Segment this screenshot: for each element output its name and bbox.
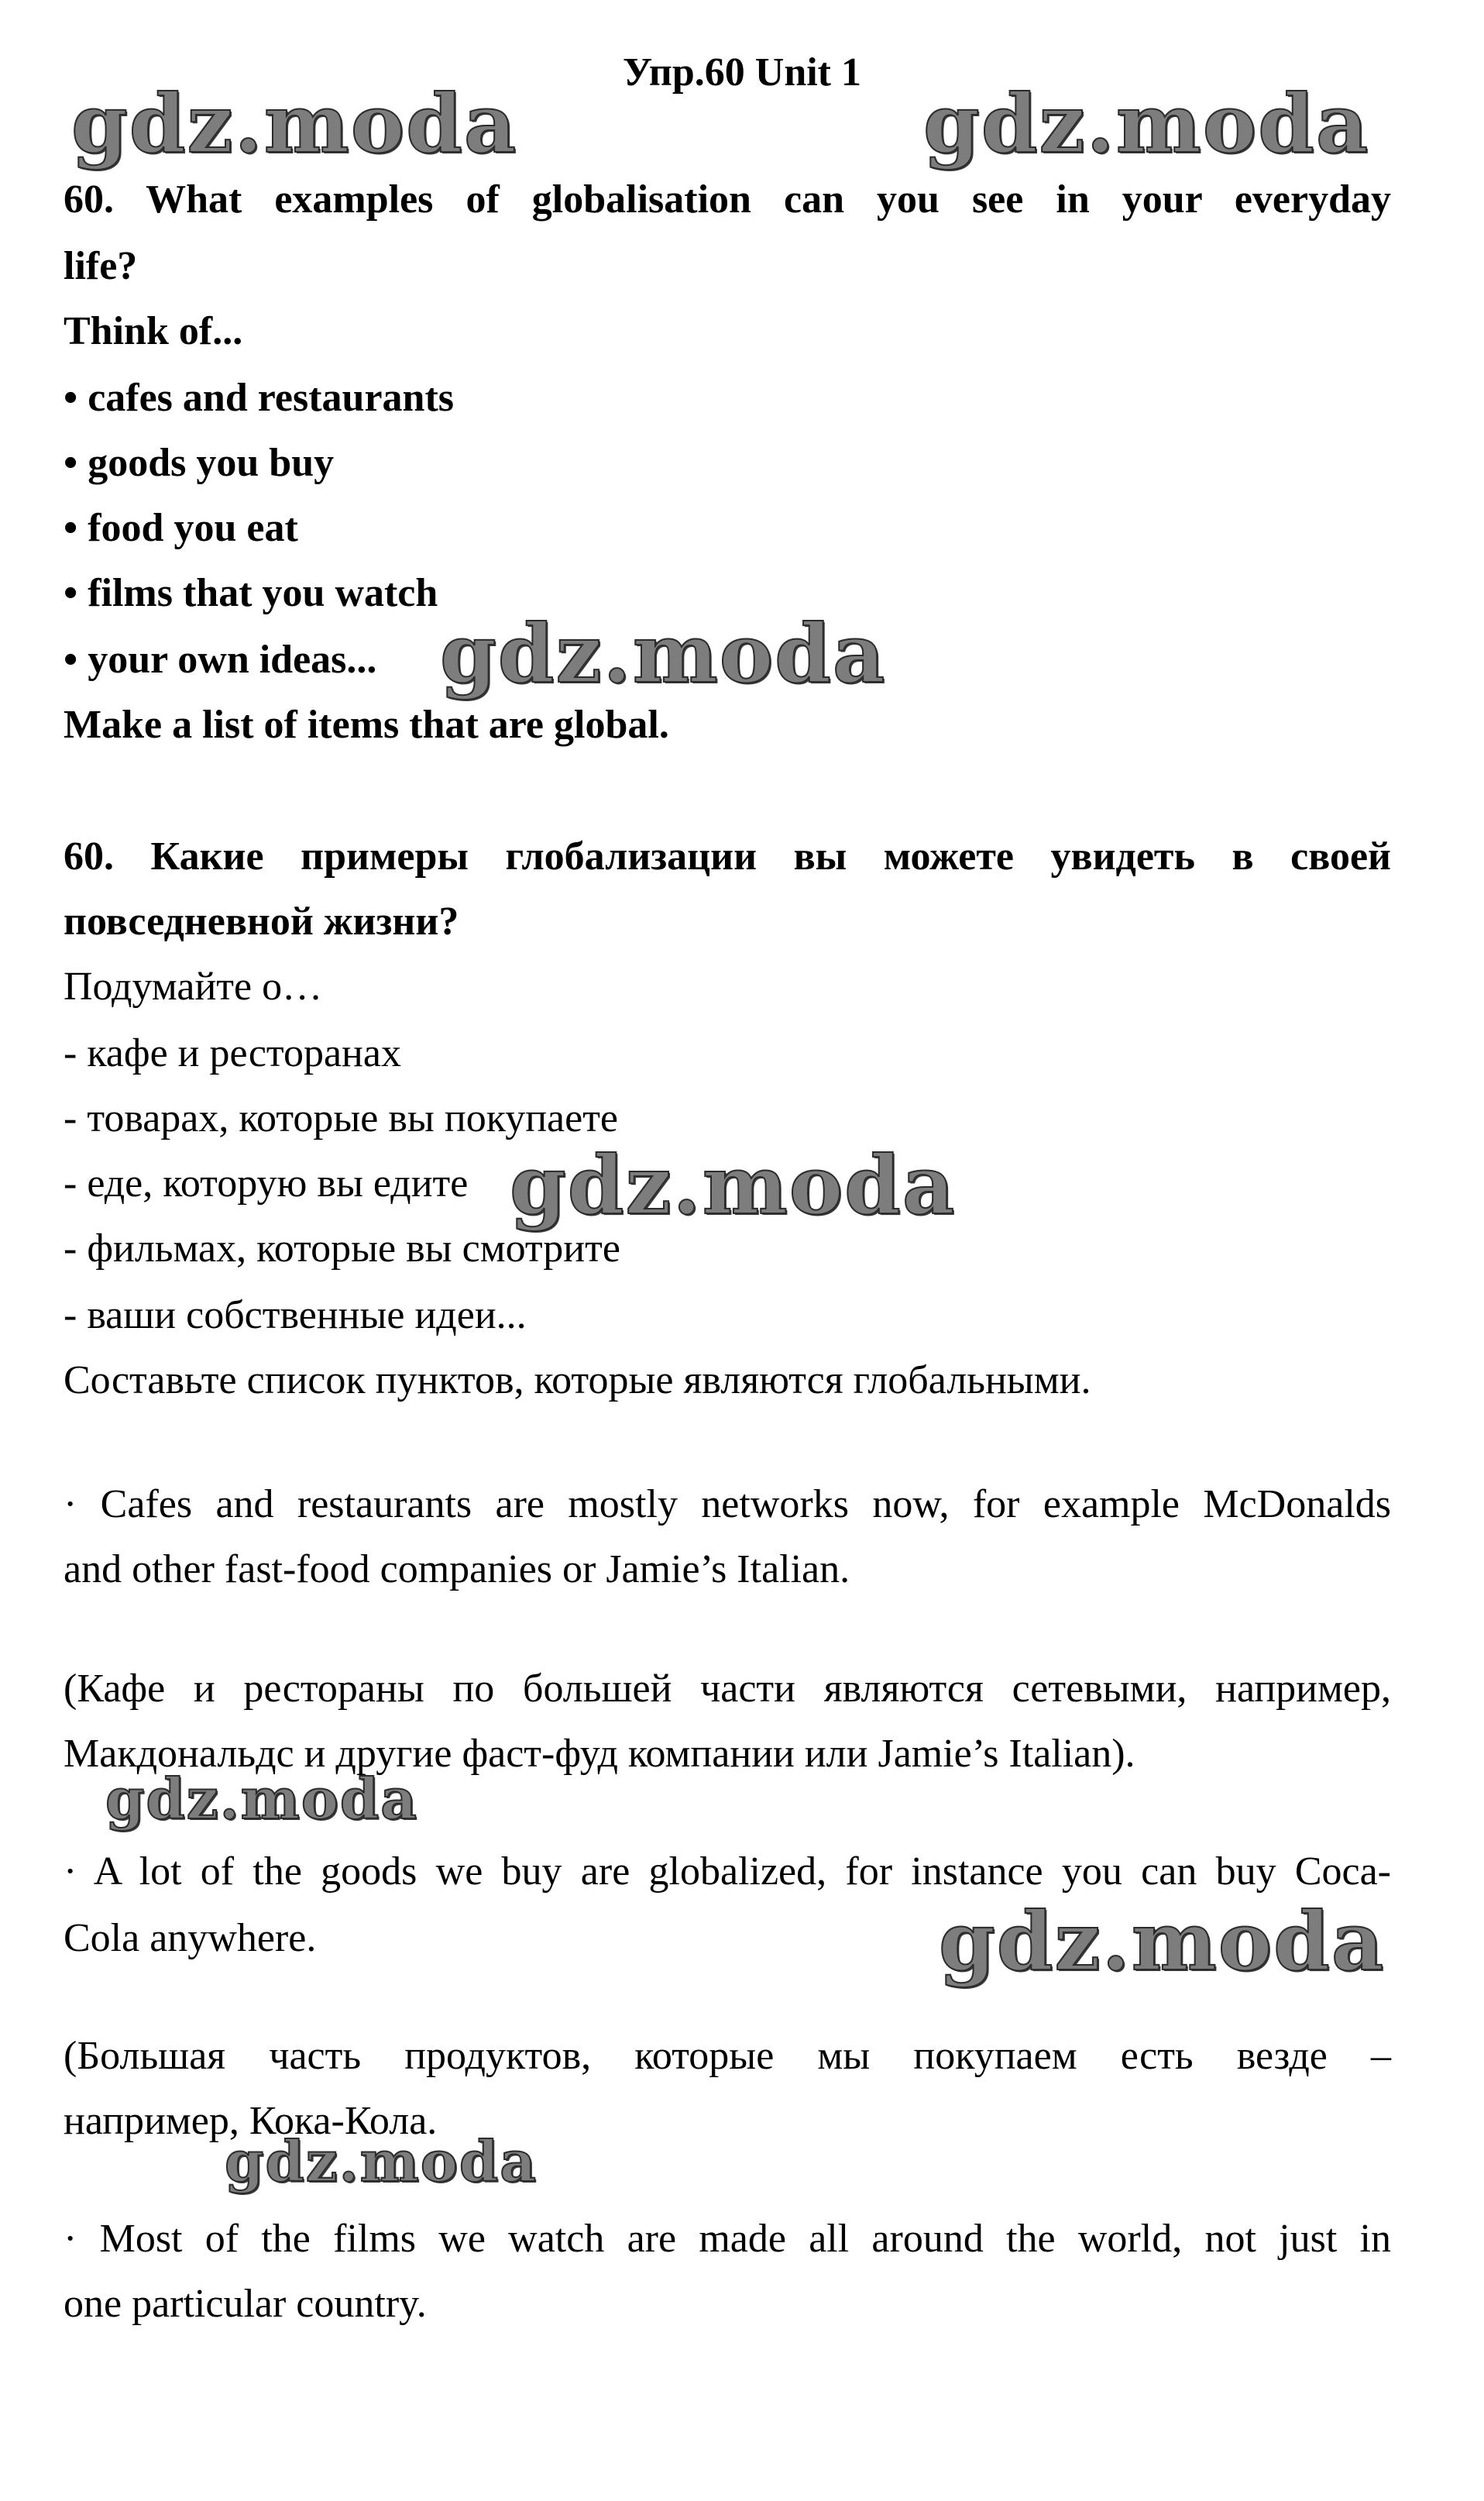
- watermark: gdz.moda: [225, 2128, 538, 2194]
- answer-ru: (Большая часть продуктов, которые мы покупаем есть везде –: [64, 2034, 1391, 2078]
- answer-ru-cont: например, Кока-Кола.: [64, 2099, 438, 2143]
- task-question-ru: 60. Какие примеры глобализации вы можете увидеть в своей: [64, 834, 1391, 879]
- watermark: gdz.moda: [105, 1766, 418, 1832]
- watermark: gdz.moda: [510, 1137, 957, 1233]
- instruction-ru: Составьте список пунктов, которые являются глобальными.: [64, 1358, 1091, 1402]
- list-item: • your own ideas...: [64, 638, 377, 682]
- watermark: gdz.moda: [71, 76, 518, 171]
- answer-en-cont: and other fast-food companies or Jamie’s Italian.: [64, 1547, 850, 1591]
- list-item: • cafes and restaurants: [64, 376, 455, 420]
- list-item: - ваши собственные идеи...: [64, 1293, 527, 1337]
- list-item: - кафе и ресторанах: [64, 1031, 401, 1075]
- think-of-ru: Подумайте о…: [64, 965, 323, 1009]
- instruction-en: Make a list of items that are global.: [64, 703, 669, 747]
- task-question-ru-cont: повседневной жизни?: [64, 900, 459, 944]
- watermark: gdz.moda: [939, 1894, 1386, 1989]
- page-title: Упр.60 Unit 1: [622, 50, 861, 95]
- answer-en-cont: Cola anywhere.: [64, 1916, 317, 1960]
- watermark: gdz.moda: [440, 606, 887, 701]
- answer-en: · Cafes and restaurants are mostly networks now, for example McDonalds: [64, 1482, 1391, 1526]
- answer-en-cont: one particular country.: [64, 2282, 427, 2326]
- answer-ru: (Кафе и рестораны по большей части являются сетевыми, например,: [64, 1667, 1391, 1711]
- answer-en: · A lot of the goods we buy are globalized, for instance you can buy Coca-: [64, 1849, 1391, 1894]
- list-item: • food you eat: [64, 506, 298, 550]
- answer-ru-cont: Макдональдс и другие фаст-фуд компании или Jamie’s Italian).: [64, 1732, 1135, 1776]
- list-item: • goods you buy: [64, 441, 335, 485]
- list-item: - товарах, которые вы покупаете: [64, 1096, 619, 1140]
- watermark: gdz.moda: [923, 76, 1370, 171]
- list-item: - фильмах, которые вы смотрите: [64, 1226, 620, 1271]
- think-of-en: Think of...: [64, 309, 243, 353]
- task-question-en: 60. What examples of globalisation can you see in your everyday: [64, 177, 1391, 222]
- task-question-en-cont: life?: [64, 244, 138, 288]
- answer-en: · Most of the films we watch are made all around the world, not just in: [64, 2217, 1391, 2261]
- list-item: • films that you watch: [64, 571, 438, 615]
- list-item: - еде, которую вы едите: [64, 1161, 469, 1206]
